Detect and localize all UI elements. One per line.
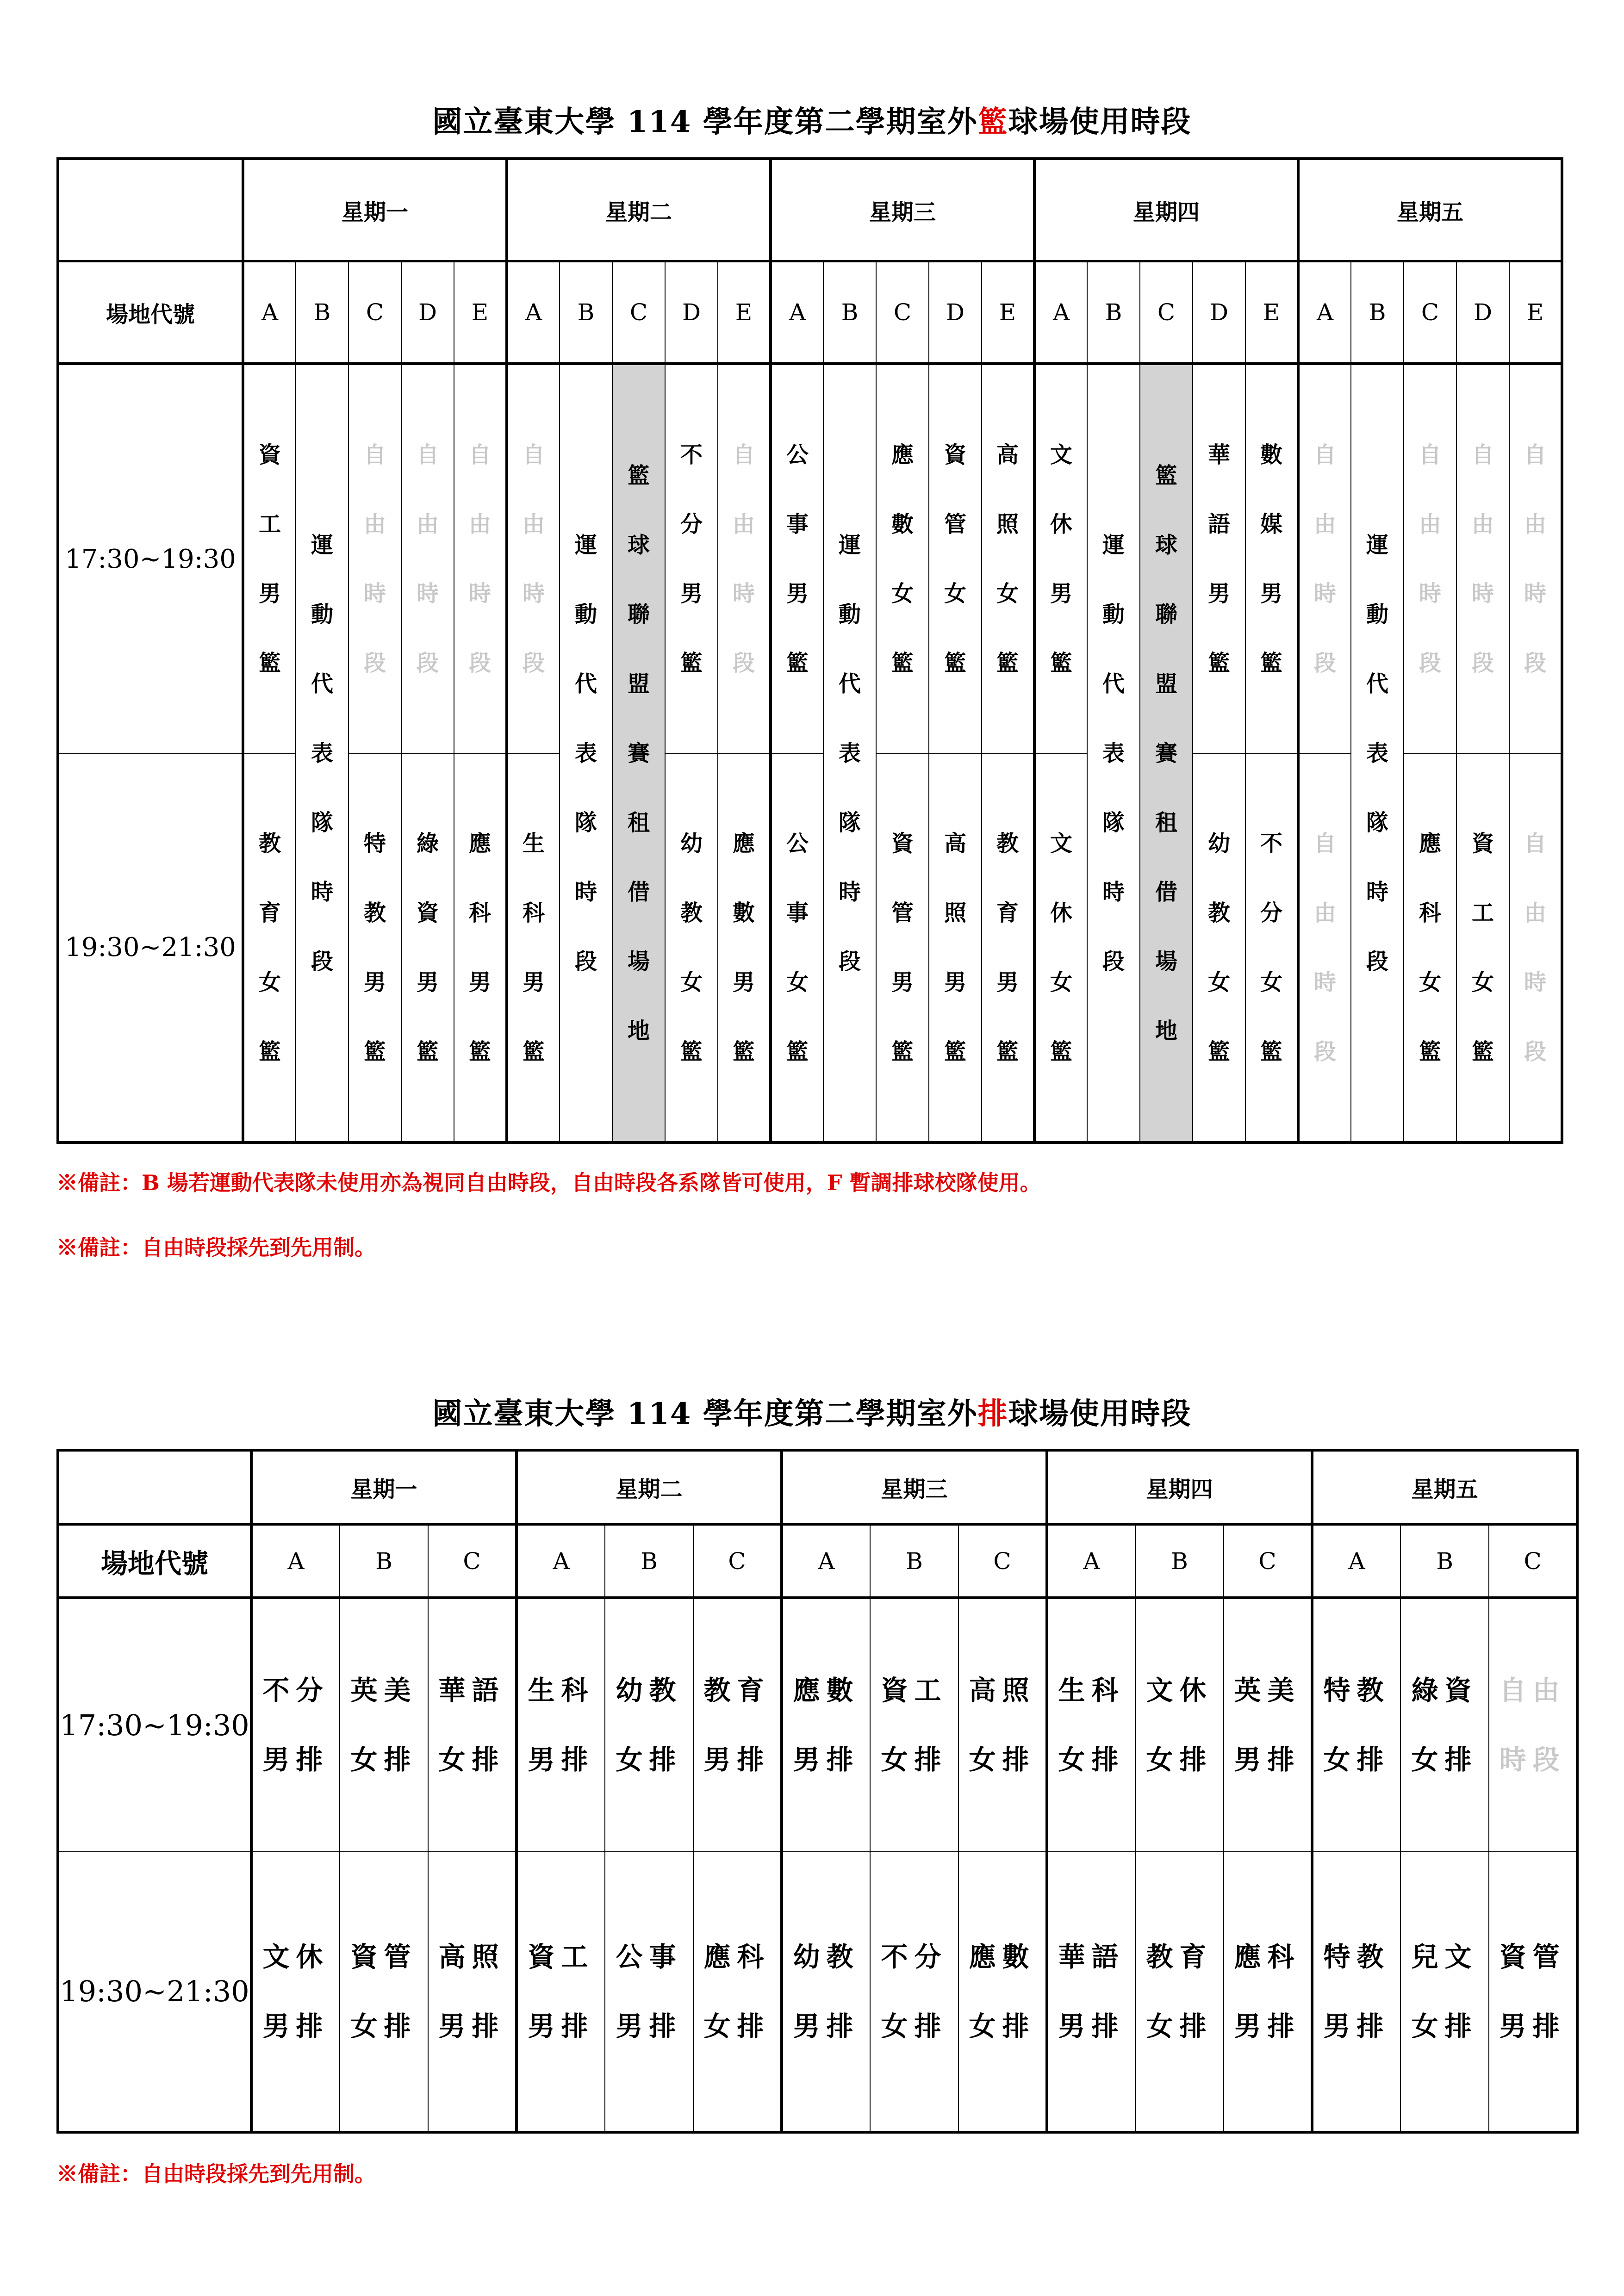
court-letter: A [1047, 1525, 1135, 1598]
schedule-cell [516, 1598, 605, 1851]
title-highlight: 籃 [977, 105, 1008, 139]
schedule-cell [1489, 1852, 1577, 2133]
day-header: 星期四 [1047, 1450, 1312, 1525]
court-letter: B [296, 261, 348, 364]
schedule-cell [1135, 1598, 1224, 1851]
team-text-line: 女排 [1411, 1744, 1478, 1776]
court-letter: E [718, 261, 771, 364]
team-text-line: 女排 [881, 2010, 948, 2042]
day-header: 星期三 [771, 159, 1034, 261]
team-text-line: 男排 [793, 2010, 860, 2042]
team-text-line: 男排 [1234, 2010, 1301, 2042]
court-letter: C [612, 261, 665, 364]
court-letter: A [1312, 1525, 1400, 1598]
schedule-cell [1087, 364, 1140, 1142]
team-text-line: 男排 [793, 1744, 860, 1776]
schedule-cell [870, 1852, 958, 2133]
vertical-text: 應 科 女 籃 [1419, 830, 1442, 1065]
schedule-cell [782, 1852, 870, 2133]
vertical-text: 教 育 女 籃 [258, 830, 281, 1065]
day-header: 星期三 [782, 1450, 1047, 1525]
schedule-cell [982, 754, 1034, 1142]
vertical-text: 應 數 女 籃 [891, 442, 914, 676]
team-text-line: 教育 [703, 1675, 771, 1706]
team-text-line: 生科 [528, 1675, 595, 1706]
schedule-cell [340, 1598, 428, 1851]
vertical-text: 公 事 男 籃 [786, 442, 809, 676]
team-text-line: 男排 [1323, 2010, 1390, 2042]
team-text-line: 女排 [703, 2010, 771, 2042]
team-text-line: 兒文 [1411, 1941, 1478, 1973]
schedule-cell [718, 364, 771, 753]
rental-cell [1140, 364, 1193, 1142]
court-letter: D [665, 261, 718, 364]
court-letter: A [507, 261, 560, 364]
vertical-text: 運 動 代 表 隊 時 段 [311, 532, 333, 974]
schedule-cell [1047, 1598, 1135, 1851]
schedule-cell [605, 1852, 693, 2133]
schedule-cell [1400, 1598, 1489, 1851]
corner-cell [58, 1450, 251, 1525]
team-text-line: 男排 [528, 2010, 595, 2042]
vertical-text: 幼 教 女 籃 [1208, 830, 1231, 1065]
team-text-line: 女排 [350, 2010, 417, 2042]
team-text-line: 男排 [703, 1744, 771, 1776]
schedule-cell [507, 364, 560, 753]
schedule-cell [1135, 1852, 1224, 2133]
team-text-line: 女排 [1146, 1744, 1213, 1776]
team-text-line: 不分 [262, 1675, 330, 1706]
schedule-cell [1312, 1598, 1400, 1851]
team-text-line: 生科 [1058, 1675, 1125, 1706]
team-text-line: 資管 [350, 1941, 417, 1973]
team-text-line: 女排 [616, 1744, 683, 1776]
team-text-line: 高照 [438, 1941, 505, 1973]
vertical-text: 文 休 女 籃 [1050, 830, 1073, 1065]
team-text-line: 女排 [1146, 2010, 1213, 2042]
vertical-text: 綠 資 男 籃 [416, 830, 439, 1065]
vertical-text: 資 管 男 籃 [891, 830, 914, 1065]
vertical-text: 自 由 時 段 [1472, 442, 1494, 676]
time-slot-label: 17:30~19:30 [58, 1598, 251, 1851]
basketball-note-2: ※備註：自由時段採先到先用制。 [56, 1235, 376, 1260]
schedule-cell [693, 1598, 782, 1851]
team-text-line: 男排 [262, 2010, 330, 2042]
team-text-line: 綠資 [1411, 1675, 1478, 1706]
vertical-text: 自 由 時 段 [1314, 830, 1337, 1065]
schedule-cell [560, 364, 612, 1142]
vertical-text: 籃 球 聯 盟 賽 租 借 場 地 [628, 462, 650, 1044]
court-letter: D [1193, 261, 1245, 364]
team-text-line: 華語 [1058, 1941, 1125, 1973]
court-letter: B [870, 1525, 958, 1598]
volleyball-schedule-table [56, 1449, 1579, 2134]
team-text-line: 女排 [438, 1744, 505, 1776]
team-text-line: 女排 [1058, 1744, 1125, 1776]
team-text-line: 應科 [703, 1941, 771, 1973]
vertical-text: 籃 球 聯 盟 賽 租 借 場 地 [1155, 462, 1178, 1044]
schedule-cell [296, 364, 348, 1142]
basketball-note-1: ※備註：B 場若運動代表隊未使用亦為視同自由時段，自由時段各系隊皆可使用，F 暫調排球校隊使用。 [56, 1170, 1041, 1195]
schedule-cell [1400, 1852, 1489, 2133]
day-header: 星期五 [1298, 159, 1562, 261]
schedule-cell [1404, 364, 1456, 753]
team-text-line: 英美 [1234, 1675, 1301, 1706]
schedule-cell [401, 364, 454, 753]
day-header: 星期一 [243, 159, 507, 261]
title-highlight: 排 [977, 1396, 1008, 1431]
schedule-cell [1456, 364, 1509, 753]
team-text-line: 男排 [1234, 1744, 1301, 1776]
vertical-text: 自 由 時 段 [469, 442, 492, 676]
schedule-cell [1489, 1598, 1577, 1851]
vertical-text: 資 工 男 籃 [258, 442, 281, 676]
vertical-text: 公 事 女 籃 [786, 830, 809, 1065]
schedule-cell [507, 754, 560, 1142]
vertical-text: 教 育 男 籃 [996, 830, 1019, 1065]
schedule-cell [823, 364, 876, 1142]
vertical-text: 自 由 時 段 [416, 442, 439, 676]
schedule-cell [348, 754, 401, 1142]
team-text-line: 男排 [438, 2010, 505, 2042]
court-letter: C [1404, 261, 1456, 364]
team-text-line: 資管 [1499, 1941, 1566, 1973]
vertical-text: 幼 教 女 籃 [680, 830, 703, 1065]
team-text-line: 男排 [1499, 2010, 1566, 2042]
court-letter: C [1224, 1525, 1312, 1598]
schedule-cell [1351, 364, 1404, 1142]
court-letter: D [401, 261, 454, 364]
schedule-cell [1245, 364, 1298, 753]
schedule-cell [958, 1852, 1047, 2133]
schedule-cell [1034, 754, 1087, 1142]
day-header: 星期二 [516, 1450, 782, 1525]
court-letter: A [782, 1525, 870, 1598]
court-letter: B [823, 261, 876, 364]
schedule-cell [1298, 364, 1351, 753]
volleyball-note: ※備註：自由時段採先到先用制。 [56, 2161, 376, 2186]
schedule-cell [665, 364, 718, 753]
court-letter: C [428, 1525, 516, 1598]
team-text-line: 文休 [262, 1941, 330, 1973]
team-text-line: 女排 [969, 1744, 1036, 1776]
vertical-text: 特 教 男 籃 [363, 830, 386, 1065]
time-slot-label: 17:30~19:30 [58, 364, 243, 753]
schedule-cell [876, 754, 929, 1142]
vertical-text: 高 照 男 籃 [944, 830, 967, 1065]
team-text-line: 特教 [1323, 1675, 1390, 1706]
court-letter: B [340, 1525, 428, 1598]
schedule-cell [251, 1598, 340, 1851]
schedule-cell [1509, 754, 1562, 1142]
court-letter: B [560, 261, 612, 364]
vertical-text: 運 動 代 表 隊 時 段 [575, 532, 597, 974]
court-letter: D [1456, 261, 1509, 364]
schedule-cell [771, 754, 823, 1142]
schedule-cell [340, 1852, 428, 2133]
team-text-line: 文休 [1146, 1675, 1213, 1706]
team-text-line: 女排 [1411, 2010, 1478, 2042]
schedule-cell [251, 1852, 340, 2133]
court-letter: A [243, 261, 296, 364]
schedule-cell [958, 1598, 1047, 1851]
schedule-cell [1298, 754, 1351, 1142]
time-slot-label: 19:30~21:30 [58, 754, 243, 1142]
team-text-line: 男排 [262, 1744, 330, 1776]
rental-cell [612, 364, 665, 1142]
court-letter: B [605, 1525, 693, 1598]
vertical-text: 文 休 男 籃 [1050, 442, 1073, 676]
court-letter: B [1135, 1525, 1224, 1598]
schedule-cell [454, 754, 507, 1142]
day-header: 星期四 [1034, 159, 1298, 261]
schedule-cell [1034, 364, 1087, 753]
court-letter: C [1489, 1525, 1577, 1598]
schedule-cell [243, 364, 296, 753]
vertical-text: 應 數 男 籃 [733, 830, 755, 1065]
vertical-text: 資 管 女 籃 [944, 442, 967, 676]
schedule-cell [516, 1852, 605, 2133]
team-text-line: 男排 [616, 2010, 683, 2042]
schedule-cell [665, 754, 718, 1142]
vertical-text: 不 分 女 籃 [1260, 830, 1283, 1065]
team-text-line: 女排 [969, 2010, 1036, 2042]
court-letter: B [1087, 261, 1140, 364]
schedule-cell [929, 754, 982, 1142]
team-text-line: 幼教 [793, 1941, 860, 1973]
team-text-line: 華語 [438, 1675, 505, 1706]
team-text-line: 女排 [881, 1744, 948, 1776]
court-letter: E [1245, 261, 1298, 364]
court-letter: E [454, 261, 507, 364]
schedule-cell [348, 364, 401, 753]
vertical-text: 華 語 男 籃 [1208, 442, 1231, 676]
schedule-cell [718, 754, 771, 1142]
schedule-cell [1509, 364, 1562, 753]
schedule-cell [1245, 754, 1298, 1142]
team-text-line: 應科 [1234, 1941, 1301, 1973]
schedule-cell [1312, 1852, 1400, 2133]
schedule-cell [454, 364, 507, 753]
schedule-cell [428, 1598, 516, 1851]
team-text-line: 女排 [350, 1744, 417, 1776]
court-letter: C [348, 261, 401, 364]
schedule-cell [1456, 754, 1509, 1142]
schedule-cell [1193, 364, 1245, 753]
time-slot-label: 19:30~21:30 [58, 1852, 251, 2133]
schedule-cell [771, 364, 823, 753]
court-letter: C [693, 1525, 782, 1598]
team-text-line: 英美 [350, 1675, 417, 1706]
vertical-text: 運 動 代 表 隊 時 段 [1366, 532, 1389, 974]
day-header: 星期一 [251, 1450, 516, 1525]
team-text-line: 應數 [793, 1675, 860, 1706]
team-text-line: 女排 [1323, 1744, 1390, 1776]
schedule-cell [876, 364, 929, 753]
vertical-text: 運 動 代 表 隊 時 段 [1102, 532, 1125, 974]
team-text-line: 自由 [1499, 1675, 1566, 1706]
court-letter: A [1298, 261, 1351, 364]
schedule-cell [870, 1598, 958, 1851]
basketball-title: 國立臺東大學 114 學年度第二學期室外籃球場使用時段 [432, 105, 1192, 139]
team-text-line: 幼教 [616, 1675, 683, 1706]
team-text-line: 時段 [1499, 1744, 1566, 1776]
vertical-text: 自 由 時 段 [523, 442, 545, 676]
schedule-cell [693, 1852, 782, 2133]
vertical-text: 應 科 男 籃 [469, 830, 492, 1065]
corner-cell [58, 159, 243, 261]
court-letter: D [929, 261, 982, 364]
vertical-text: 自 由 時 段 [733, 442, 755, 676]
vertical-text: 自 由 時 段 [1419, 442, 1442, 676]
court-letter: A [516, 1525, 605, 1598]
vertical-text: 自 由 時 段 [1524, 830, 1547, 1065]
schedule-cell [982, 364, 1034, 753]
court-letter: B [1351, 261, 1404, 364]
team-text-line: 資工 [528, 1941, 595, 1973]
schedule-cell [605, 1598, 693, 1851]
day-header: 星期二 [507, 159, 771, 261]
vertical-text: 數 媒 男 籃 [1260, 442, 1283, 676]
court-letter: C [876, 261, 929, 364]
vertical-text: 高 照 女 籃 [996, 442, 1019, 676]
court-letter: C [958, 1525, 1047, 1598]
team-text-line: 應數 [969, 1941, 1036, 1973]
volleyball-title: 國立臺東大學 114 學年度第二學期室外排球場使用時段 [432, 1396, 1192, 1431]
team-text-line: 男排 [528, 1744, 595, 1776]
team-text-line: 資工 [881, 1675, 948, 1706]
court-letter: A [1034, 261, 1087, 364]
vertical-text: 不 分 男 籃 [680, 442, 703, 676]
schedule-cell [1404, 754, 1456, 1142]
day-header: 星期五 [1312, 1450, 1577, 1525]
court-letter: E [1509, 261, 1562, 364]
vertical-text: 自 由 時 段 [363, 442, 386, 676]
schedule-cell [782, 1598, 870, 1851]
court-code-label: 場地代號 [58, 1525, 251, 1598]
team-text-line: 高照 [969, 1675, 1036, 1706]
vertical-text: 自 由 時 段 [1314, 442, 1337, 676]
vertical-text: 運 動 代 表 隊 時 段 [839, 532, 861, 974]
schedule-cell [929, 364, 982, 753]
court-letter: C [1140, 261, 1193, 364]
team-text-line: 不分 [881, 1941, 948, 1973]
schedule-cell [401, 754, 454, 1142]
basketball-schedule-table [56, 157, 1563, 1144]
team-text-line: 公事 [616, 1941, 683, 1973]
court-letter: A [251, 1525, 340, 1598]
vertical-text: 自 由 時 段 [1524, 442, 1547, 676]
vertical-text: 生 科 男 籃 [523, 830, 545, 1065]
court-letter: B [1400, 1525, 1489, 1598]
court-letter: E [982, 261, 1034, 364]
schedule-cell [243, 754, 296, 1142]
schedule-cell [1193, 754, 1245, 1142]
schedule-cell [428, 1852, 516, 2133]
schedule-cell [1047, 1852, 1135, 2133]
vertical-text: 資 工 女 籃 [1472, 830, 1494, 1065]
court-code-label: 場地代號 [58, 261, 243, 364]
team-text-line: 教育 [1146, 1941, 1213, 1973]
team-text-line: 特教 [1323, 1941, 1390, 1973]
court-letter: A [771, 261, 823, 364]
schedule-cell [1224, 1598, 1312, 1851]
schedule-cell [1224, 1852, 1312, 2133]
team-text-line: 男排 [1058, 2010, 1125, 2042]
